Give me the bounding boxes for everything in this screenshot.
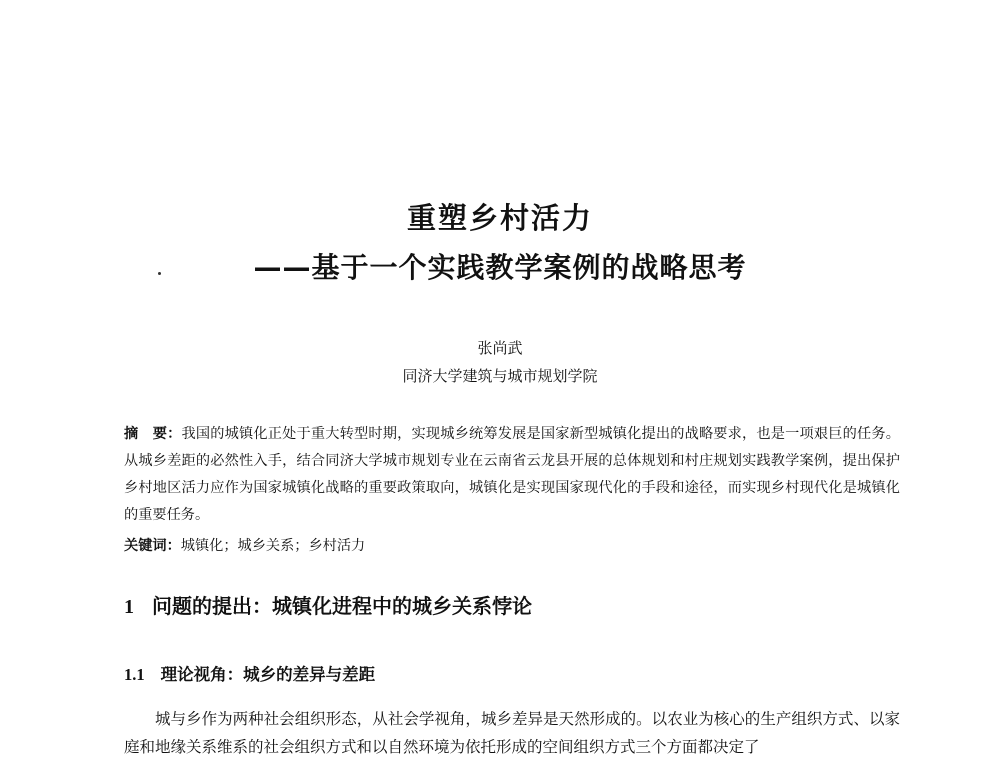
abstract-text: 我国的城镇化正处于重大转型时期，实现城乡统筹发展是国家新型城镇化提出的战略要求，也是一项艰巨的任务。从城乡差距的必然性入手，结合同济大学城市规划专业在云南省云龙县开展的总体规划和村庄规划实践教学案例，提出保护乡村地区活力应作为国家城镇化战略的重要政策取向，城镇化是实现国家现代化的手段和途径，而实现乡村现代化是城镇化的重要任务。 bbox=[124, 426, 900, 523]
keywords-text: 城镇化；城乡关系；乡村活力 bbox=[180, 538, 366, 554]
subsection-number: 1.1 bbox=[124, 665, 145, 684]
author-name: 张尚武 bbox=[477, 339, 523, 357]
subsection-title: 理论视角：城乡的差异与差距 bbox=[160, 665, 376, 684]
abstract-label: 摘 要： bbox=[124, 426, 182, 442]
section-heading bbox=[124, 590, 532, 623]
body-paragraph: 城与乡作为两种社会组织形态，从社会学视角，城乡差异是天然形成的。以农业为核心的生产组织方式、以家庭和地缘关系维系的社会组织方式和以自然环境为依托形成的空间组织方式三个方面都决定了 bbox=[124, 710, 900, 756]
abstract bbox=[124, 421, 900, 529]
paper-subtitle: ——基于一个实践教学案例的战略思考 bbox=[253, 251, 747, 284]
subsection-heading bbox=[124, 662, 375, 688]
author-affiliation: 同济大学建筑与城市规划学院 bbox=[402, 367, 598, 385]
keywords-label: 关键词： bbox=[124, 538, 181, 554]
section-number: 1 bbox=[124, 596, 134, 618]
paper-title: 重塑乡村活力 bbox=[406, 201, 593, 235]
keywords bbox=[124, 534, 900, 558]
section-title: 问题的提出：城镇化进程中的城乡关系悖论 bbox=[152, 594, 532, 618]
